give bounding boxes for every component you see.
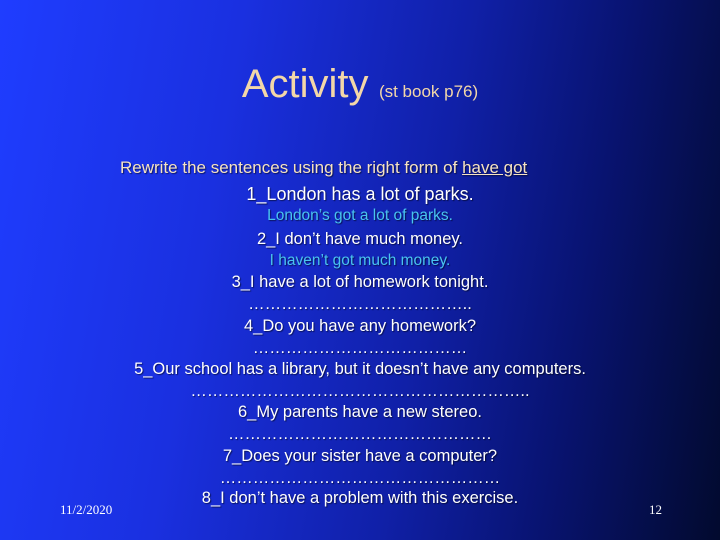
question-line: 4_Do you have any homework? — [243, 317, 477, 335]
instruction-prefix: Rewrite the sentences using the right form of — [120, 158, 463, 177]
question-line: 2_I don’t have much money. — [256, 230, 464, 248]
answer-line: London’s got a lot of parks. — [267, 207, 453, 224]
subtitle-text: (st book p76) — [378, 82, 479, 101]
question-line: 1_London has a lot of parks. — [246, 184, 474, 204]
instruction-highlight: have got — [462, 158, 528, 177]
title-text: Activity — [241, 62, 369, 106]
question-line: 6_My parents have a new stereo. — [238, 403, 482, 421]
question-line: 8_I don’t have a problem with this exercise. — [201, 489, 519, 507]
blank-line: ………………………………….. — [248, 295, 472, 313]
question-line: 7_Does your sister have a computer? — [222, 447, 498, 465]
answer-line: I haven’t got much money. — [269, 252, 451, 269]
blank-line: ………………………………… — [252, 339, 468, 357]
blank-line: …………………………………………… — [219, 469, 501, 487]
instruction-text — [120, 158, 527, 178]
question-line: 5_Our school has a library, but it doesn’t have any computers. — [134, 360, 586, 378]
blank-line: …………………………………………………….. — [190, 382, 530, 400]
blank-line: ………………………………………… — [228, 425, 492, 443]
slide-number: 12 — [649, 502, 662, 517]
question-line: 3_I have a lot of homework tonight. — [231, 273, 489, 291]
slide-date: 11/2/2020 — [60, 502, 113, 517]
